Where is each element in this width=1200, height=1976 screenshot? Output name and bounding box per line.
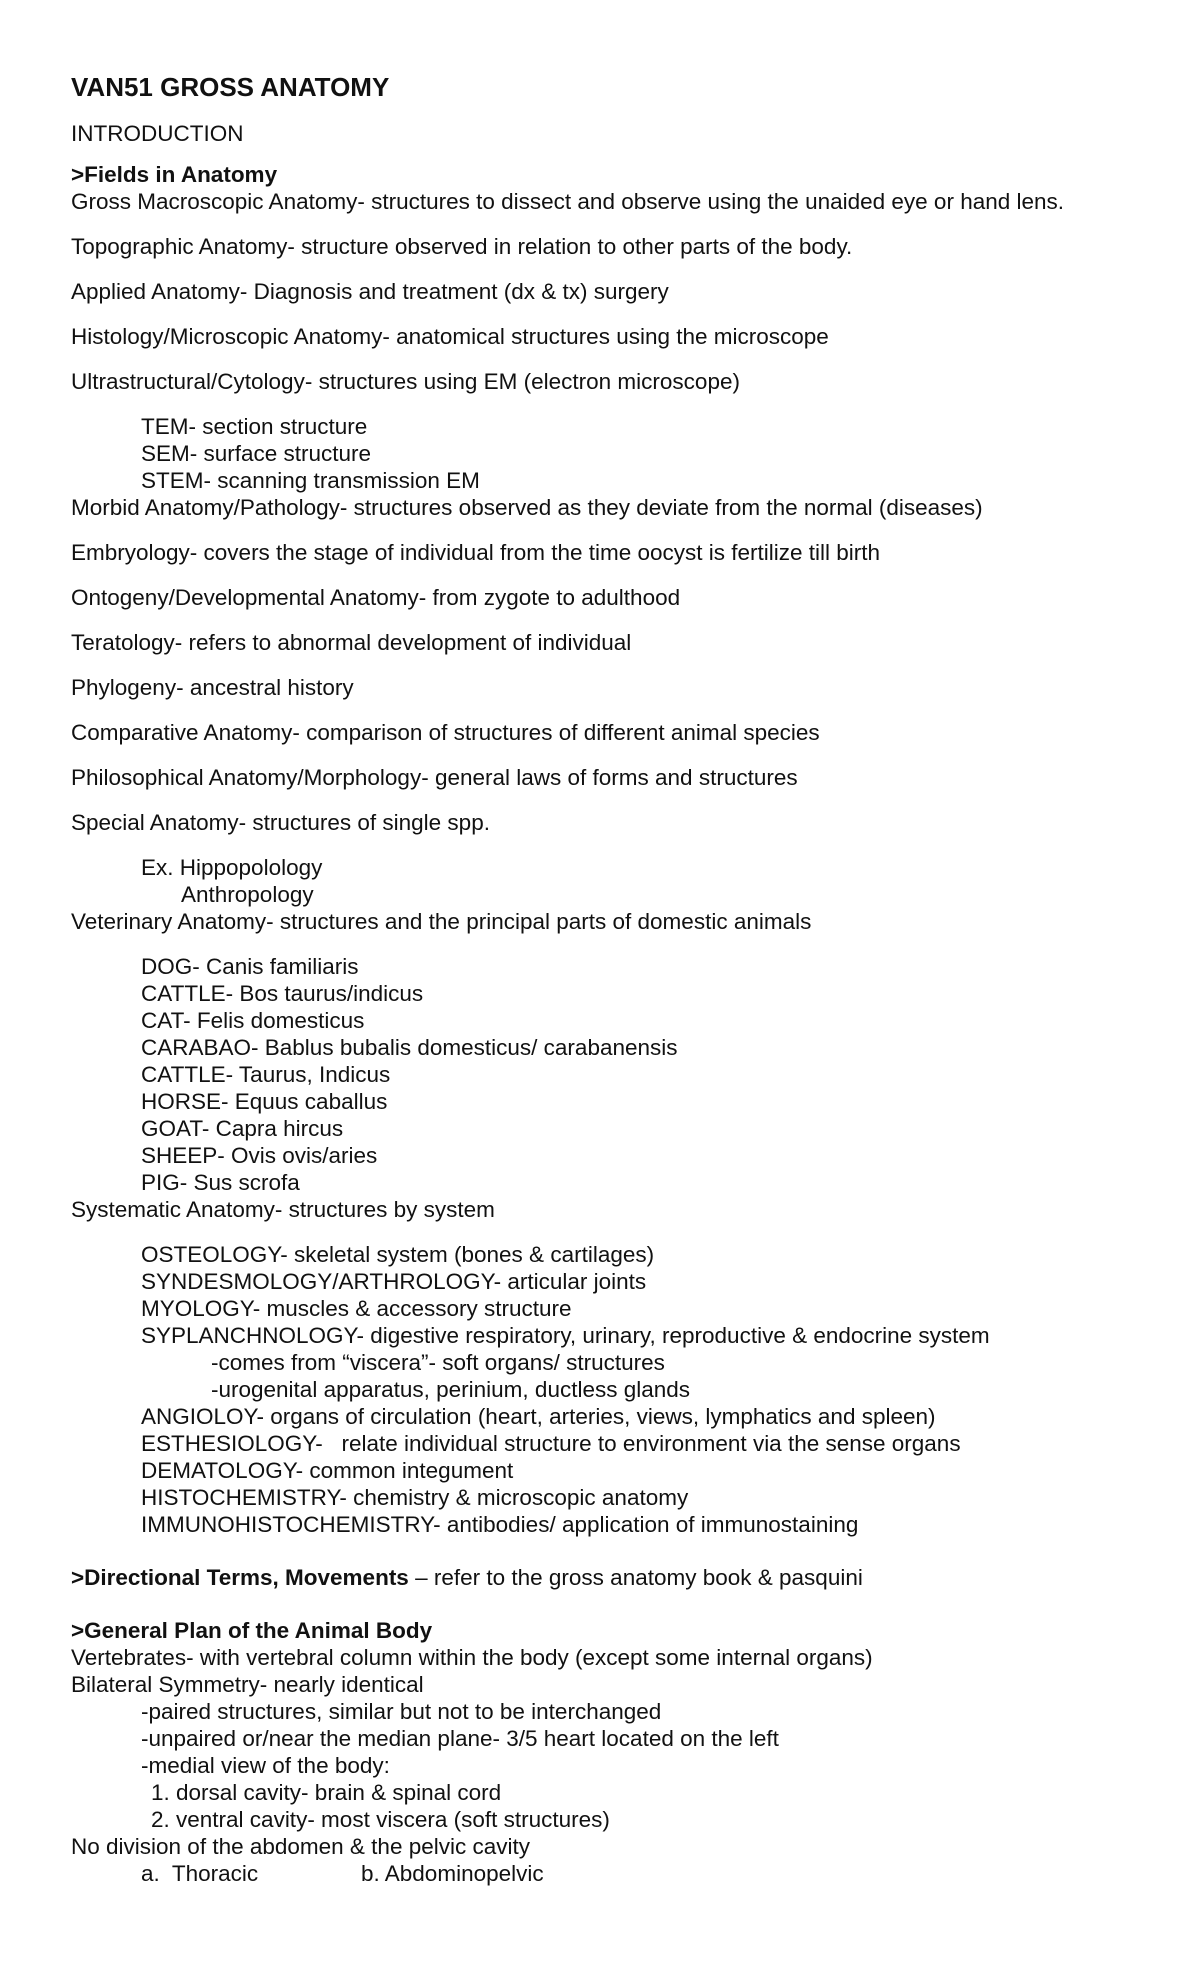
directional-note: – refer to the gross anatomy book & pasquini <box>408 1565 863 1590</box>
animal-item: CATTLE- Bos taurus/indicus <box>141 981 424 1006</box>
intro-label: INTRODUCTION <box>71 121 244 146</box>
field-item: Topographic Anatomy- structure observed in relation to other parts of the body. <box>71 234 853 259</box>
field-item: Philosophical Anatomy/Morphology- general laws of forms and structures <box>71 765 798 790</box>
no-division-line: No division of the abdomen & the pelvic cavity <box>71 1834 530 1859</box>
field-item: Special Anatomy- structures of single spp. <box>71 810 490 835</box>
animal-item: CARABAO- Bablus bubalis domesticus/ carabanensis <box>141 1035 678 1060</box>
abdominopelvic-item: b. Abdominopelvic <box>361 1861 544 1886</box>
splanchnology-subitem: -comes from “viscera”- soft organs/ structures <box>211 1350 665 1375</box>
thoracic-item: a. Thoracic <box>141 1861 259 1886</box>
cavity-division-row <box>71 1860 1151 1887</box>
plan-subitem: -unpaired or/near the median plane- 3/5 heart located on the left <box>141 1726 779 1751</box>
em-type: TEM- section structure <box>141 414 368 439</box>
document-title: VAN51 GROSS ANATOMY <box>71 72 390 102</box>
animal-item: CATTLE- Taurus, Indicus <box>141 1062 391 1087</box>
vertebrates-line: Vertebrates- with vertebral column within the body (except some internal organs) <box>71 1645 873 1670</box>
system-item: MYOLOGY- muscles & accessory structure <box>141 1296 572 1321</box>
system-item: ANGIOLOY- organs of circulation (heart, arteries, views, lymphatics and spleen) <box>141 1404 936 1429</box>
em-type: SEM- surface structure <box>141 441 372 466</box>
system-item: SYPLANCHNOLOGY- digestive respiratory, urinary, reproductive & endocrine system <box>141 1323 990 1348</box>
field-item: Ultrastructural/Cytology- structures using EM (electron microscope) <box>71 369 740 394</box>
animal-item: HORSE- Equus caballus <box>141 1089 388 1114</box>
cavity-item: 1. dorsal cavity- brain & spinal cord <box>151 1780 502 1805</box>
splanchnology-subitem: -urogenital apparatus, perinium, ductless glands <box>211 1377 691 1402</box>
animal-item: GOAT- Capra hircus <box>141 1116 344 1141</box>
animal-item: PIG- Sus scrofa <box>141 1170 300 1195</box>
field-item: Teratology- refers to abnormal development of individual <box>71 630 632 655</box>
plan-subitem: -medial view of the body: <box>141 1753 390 1778</box>
field-item: Ontogeny/Developmental Anatomy- from zygote to adulthood <box>71 585 681 610</box>
field-item: Applied Anatomy- Diagnosis and treatment (dx & tx) surgery <box>71 279 669 304</box>
system-item: IMMUNOHISTOCHEMISTRY- antibodies/ application of immunostaining <box>141 1512 859 1537</box>
system-item: OSTEOLOGY- skeletal system (bones & cartilages) <box>141 1242 655 1267</box>
plan-subitem: -paired structures, similar but not to be interchanged <box>141 1699 662 1724</box>
animal-item: DOG- Canis familiaris <box>141 954 359 979</box>
general-plan-heading: >General Plan of the Animal Body <box>71 1618 433 1643</box>
system-item: SYNDESMOLOGY/ARTHROLOGY- articular joints <box>141 1269 647 1294</box>
example-item: Anthropology <box>181 882 314 907</box>
field-item: Gross Macroscopic Anatomy- structures to dissect and observe using the unaided eye or hand lens. <box>71 189 1065 214</box>
field-item: Phylogeny- ancestral history <box>71 675 354 700</box>
animal-item: CAT- Felis domesticus <box>141 1008 365 1033</box>
document-page <box>71 72 1151 1887</box>
system-item: DEMATOLOGY- common integument <box>141 1458 514 1483</box>
example-item: Ex. Hippopolology <box>141 855 323 880</box>
field-item: Histology/Microscopic Anatomy- anatomical structures using the microscope <box>71 324 829 349</box>
cavity-item: 2. ventral cavity- most viscera (soft structures) <box>151 1807 610 1832</box>
bilateral-line: Bilateral Symmetry- nearly identical <box>71 1672 424 1697</box>
fields-heading: >Fields in Anatomy <box>71 162 278 187</box>
system-item: ESTHESIOLOGY- relate individual structure to environment via the sense organs <box>141 1431 961 1456</box>
veterinary-anatomy: Veterinary Anatomy- structures and the principal parts of domestic animals <box>71 909 812 934</box>
field-item: Comparative Anatomy- comparison of structures of different animal species <box>71 720 820 745</box>
em-type: STEM- scanning transmission EM <box>141 468 480 493</box>
system-item: HISTOCHEMISTRY- chemistry & microscopic anatomy <box>141 1485 689 1510</box>
animal-item: SHEEP- Ovis ovis/aries <box>141 1143 378 1168</box>
field-item: Morbid Anatomy/Pathology- structures observed as they deviate from the normal (diseases) <box>71 495 983 520</box>
field-item: Embryology- covers the stage of individual from the time oocyst is fertilize till birth <box>71 540 881 565</box>
systematic-anatomy: Systematic Anatomy- structures by system <box>71 1197 495 1222</box>
directional-terms <box>71 1564 1151 1591</box>
directional-heading: >Directional Terms, Movements <box>71 1565 409 1590</box>
